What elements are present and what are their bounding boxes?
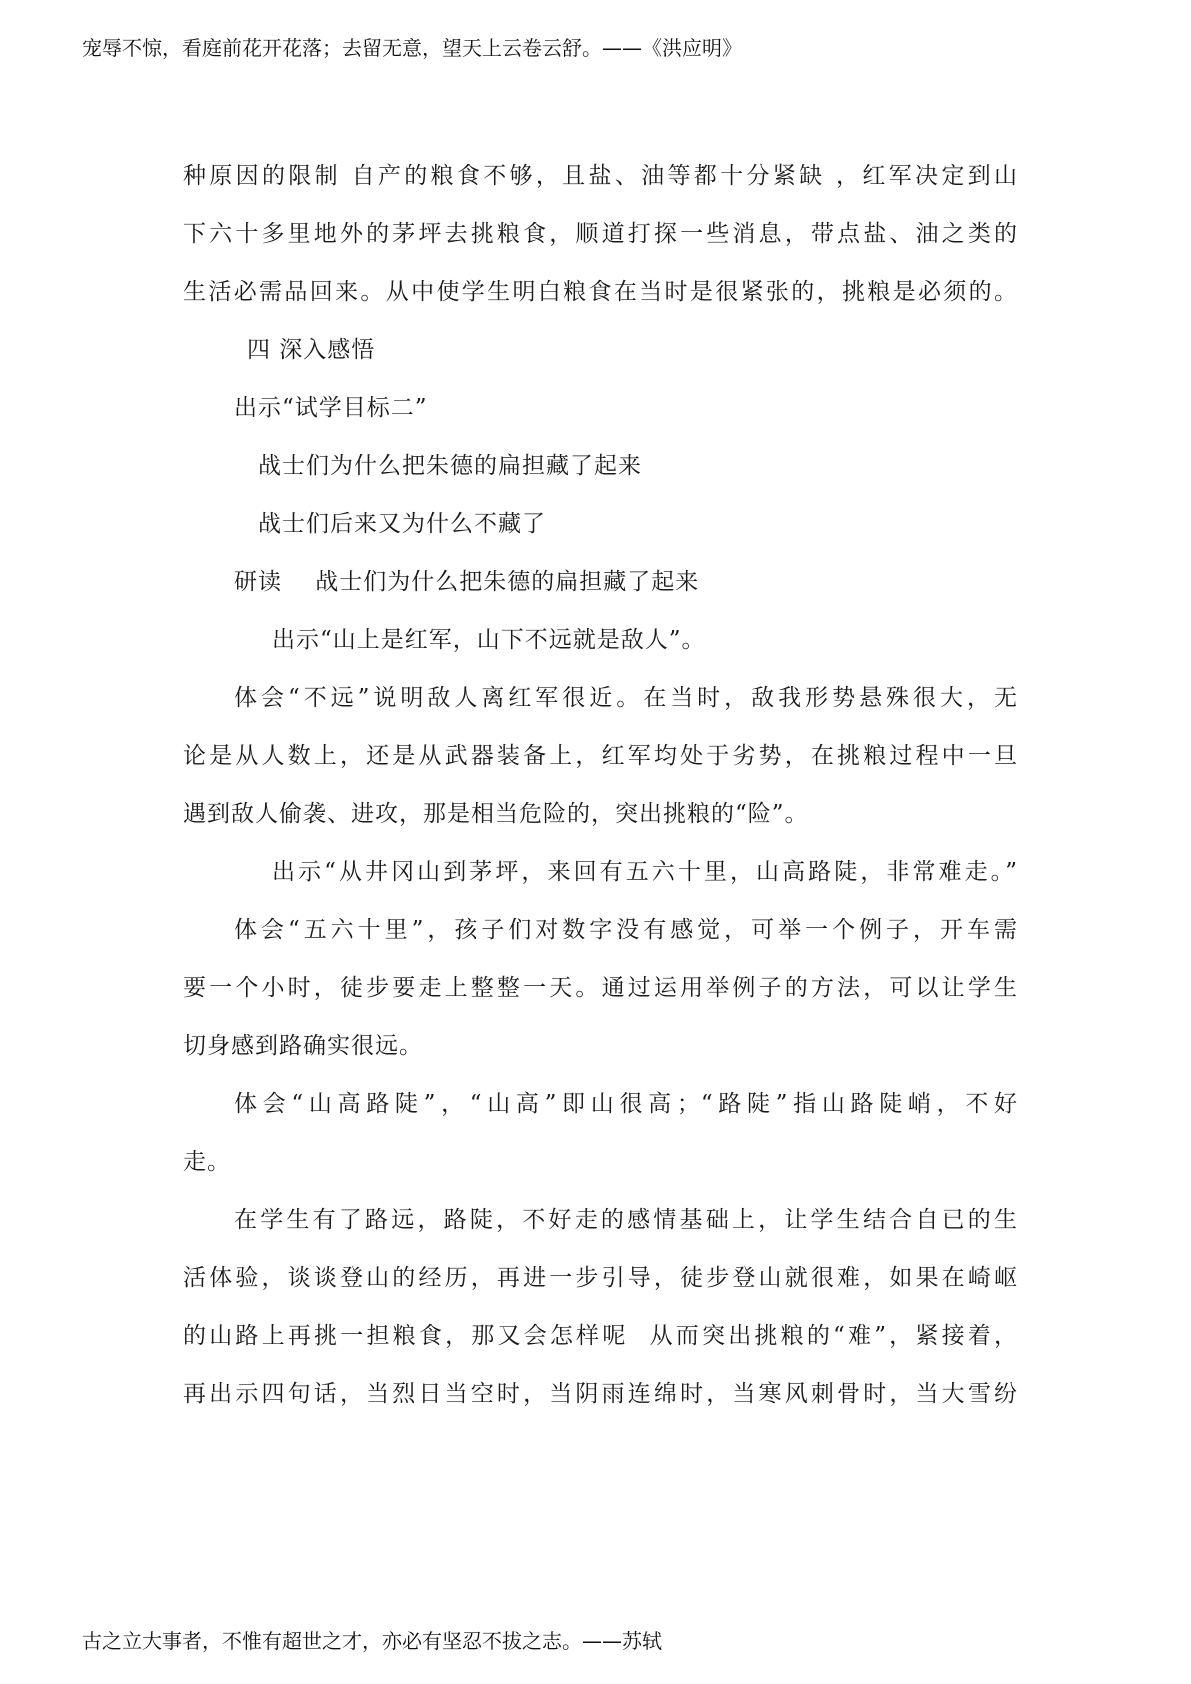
header-quote: 宠辱不惊，看庭前花开花落；去留无意，望天上云卷云舒。——《洪应明》 <box>82 36 742 60</box>
text-line: 体会“五六十里”，孩子们对数字没有感觉，可举一个例子，开车需 <box>234 917 1018 943</box>
text-line: 要一个小时，徒步要走上整整一天。通过运用举例子的方法，可以让学生 <box>183 975 1018 1001</box>
text-line: 生活必需品回来。从中使学生明白粮食在当时是很紧张的，挑粮是必须的。 <box>183 279 1018 305</box>
text-line: 活体验，谈谈登山的经历，再进一步引导，徒步登山就很难，如果在崎岖 <box>183 1265 1018 1291</box>
section-heading: 四 深入感悟 <box>247 337 376 363</box>
text-line: 再出示四句话，当烈日当空时，当阴雨连绵时，当寒风刺骨时，当大雪纷 <box>183 1381 1018 1407</box>
text-line: 战士们为什么把朱德的扁担藏了起来 <box>258 453 642 479</box>
text-line: 走。 <box>183 1149 231 1175</box>
text-line: 出示“山上是红军，山下不远就是敌人”。 <box>272 627 706 653</box>
text-line: 在学生有了路远，路陡，不好走的感情基础上，让学生结合自已的生 <box>234 1207 1018 1233</box>
text-line: 体会“不远”说明敌人离红军很近。在当时，敌我形势悬殊很大，无 <box>234 685 1018 711</box>
footer-quote: 古之立大事者，不惟有超世之才，亦必有坚忍不拔之志。——苏轼 <box>82 1629 662 1653</box>
text-line: 研读 战士们为什么把朱德的扁担藏了起来 <box>234 569 700 595</box>
text-line: 遇到敌人偷袭、进攻，那是相当危险的，突出挑粮的“险”。 <box>183 801 809 827</box>
text-line: 切身感到路确实很远。 <box>183 1033 423 1059</box>
text-line: 的山路上再挑一担粮食，那又会怎样呢 从而突出挑粮的“难”，紧接着， <box>183 1323 1018 1349</box>
text-line: 论是从人数上，还是从武器装备上，红军均处于劣势，在挑粮过程中一旦 <box>183 743 1018 769</box>
text-line: 体会“山高路陡”，“山高”即山很高；“路陡”指山路陡峭，不好 <box>234 1091 1018 1117</box>
text-line: 战士们后来又为什么不藏了 <box>258 511 546 537</box>
text-line: 下六十多里地外的茅坪去挑粮食，顺道打探一些消息，带点盐、油之类的 <box>183 221 1018 247</box>
text-line: 出示“从井冈山到茅坪，来回有五六十里，山高路陡，非常难走。” <box>272 859 1018 885</box>
text-line: 种原因的限制 自产的粮食不够，且盐、油等都十分紧缺 ，红军决定到山 <box>183 163 1018 189</box>
text-line: 出示“试学目标二” <box>234 395 428 421</box>
